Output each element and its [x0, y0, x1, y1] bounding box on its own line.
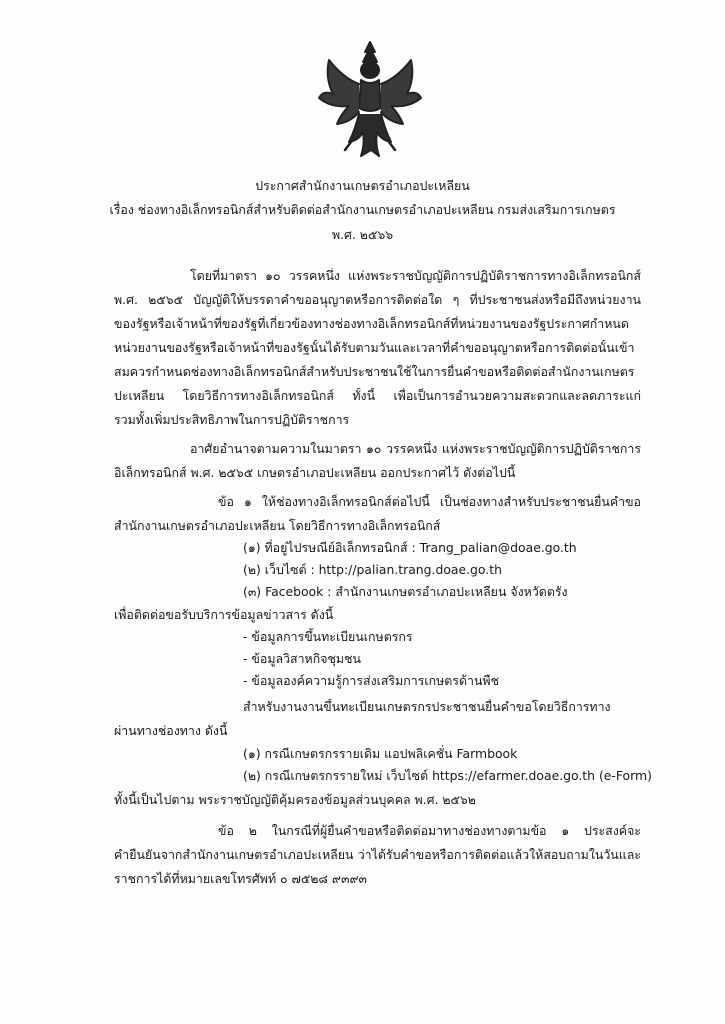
para5-line-1: ข้อ ๒ ในกรณีที่ผู้ยื่นคำขอหรือติดต่อมาทางช่องทางตามข้อ ๑ ประสงค์จะ: [218, 823, 641, 838]
para1-line-5: สมควรกำหนดช่องทางอิเล็กทรอนิกส์สำหรับประชาชนใช้ในการยื่นคำขอหรือติดต่อสำนักงานเกษตร: [114, 364, 635, 379]
para1-line-7: รวมทั้งเพิ่มประสิทธิภาพในการปฏิบัติราชการ: [114, 412, 350, 427]
service-item-plant-knowledge: - ข้อมูลองค์ความรู้การส่งเสริมการเกษตรด้านพืช: [243, 673, 500, 688]
register-existing-farmer: (๑) กรณีเกษตรกรรายเดิม แอปพลิเคชั่น Farmbook: [243, 746, 518, 761]
law-reference: ทั้งนี้เป็นไปตาม พระราชบัญญัติคุ้มครองข้อมูลส่วนบุคคล พ.ศ. ๒๕๖๒: [114, 792, 476, 807]
para1-line-2: พ.ศ. ๒๕๖๕ บัญญัติให้บรรดาคำขออนุญาตหรือการติดต่อใด ๆ ที่ประชาชนส่งหรือมีถึงหน่วยงาน: [114, 292, 641, 307]
para3-line-1: ข้อ ๑ ให้ช่องทางอิเล็กทรอนิกส์ต่อไปนี้ เป็นช่องทางสำหรับประชาชนยื่นคำขอ: [218, 494, 641, 509]
document-year: พ.ศ. ๒๕๖๖: [331, 227, 394, 242]
channel-website: (๒) เว็บไซต์ : http://palian.trang.doae.go.th: [243, 562, 502, 577]
para1-line-3: ของรัฐหรือเจ้าหน้าที่ของรัฐที่เกี่ยวข้องทางช่องทางอิเล็กทรอนิกส์ที่หน่วยงานของรัฐประกาศกำหนด: [114, 316, 629, 331]
channel-email: (๑) ที่อยู่ไปรษณีย์อิเล็กทรอนิกส์ : Trang_palian@doae.go.th: [243, 540, 577, 555]
para4-line-2: ผ่านทางช่องทาง ดังนี้: [114, 723, 228, 738]
para2-line-2: อิเล็กทรอนิกส์ พ.ศ. ๒๕๖๕ เกษตรอำเภอปะเหลียน ออกประกาศไว้ ดังต่อไปนี้: [114, 465, 516, 480]
service-item-community-enterprise: - ข้อมูลวิสาหกิจชุมชน: [243, 651, 361, 666]
document-title: ประกาศสำนักงานเกษตรอำเภอปะเหลียน: [255, 178, 470, 193]
services-intro: เพื่อติดต่อขอรับบริการข้อมูลข่าวสาร ดังนี้: [114, 607, 334, 622]
para1-line-4: หน่วยงานของรัฐหรือเจ้าหน้าที่ของรัฐนั้นได้รับตามวันและเวลาที่คำขออนุญาตหรือการติดต่อนั้นเข้า: [114, 340, 635, 355]
service-item-farmer-registration: - ข้อมูลการขึ้นทะเบียนเกษตรกร: [243, 629, 413, 644]
channel-facebook: (๓) Facebook : สำนักงานเกษตรอำเภอปะเหลียน จังหวัดตรัง: [243, 584, 568, 599]
para1-line-6: ปะเหลียน โดยวิธีการทางอิเล็กทรอนิกส์ ทั้งนี้ เพื่อเป็นการอำนวยความสะดวกและลดภาระแก่: [114, 388, 641, 403]
register-new-farmer: (๒) กรณีเกษตรกรรายใหม่ เว็บไซต์ https://efarmer.doae.go.th (e-Form): [243, 768, 652, 783]
para4-line-1: สำหรับงานงานขึ้นทะเบียนเกษตรกรประชาชนยื่นคำขอโดยวิธีการทาง: [243, 699, 611, 714]
para5-line-3: ราชการได้ที่หมายเลขโทรศัพท์ ๐ ๗๕๒๘ ๙๓๙๓: [114, 871, 368, 886]
para2-line-1: อาศัยอำนาจตามความในมาตรา ๑๐ วรรคหนึ่ง แห่งพระราชบัญญัติการปฏิบัติราชการ: [190, 441, 641, 456]
para5-line-2: คำยืนยันจากสำนักงานเกษตรอำเภอปะเหลียน ว่าได้รับคำขอหรือการติดต่อแล้วให้สอบถามในวันและ: [114, 847, 641, 862]
para1-line-1: โดยที่มาตรา ๑๐ วรรคหนึ่ง แห่งพระราชบัญญัติการปฏิบัติราชการทางอิเล็กทรอนิกส์: [190, 268, 641, 283]
document-subject: เรื่อง ช่องทางอิเล็กทรอนิกส์สำหรับติดต่อสำนักงานเกษตรอำเภอปะเหลียน กรมส่งเสริมการเกษตร: [109, 202, 616, 217]
para3-line-2: สำนักงานเกษตรอำเภอปะเหลียน โดยวิธีการทางอิเล็กทรอนิกส์: [114, 518, 441, 533]
garuda-emblem-icon: [315, 38, 425, 163]
